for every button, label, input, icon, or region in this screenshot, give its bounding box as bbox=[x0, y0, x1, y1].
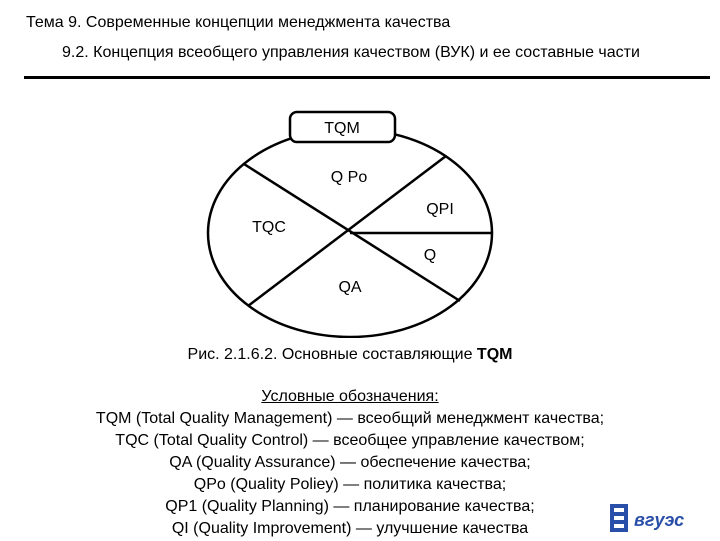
legend-item: QA (Quality Assurance) — обеспечение качества; bbox=[169, 454, 531, 471]
logo-text: вгуэс bbox=[634, 510, 685, 530]
tqm-diagram bbox=[160, 98, 540, 338]
legend-item: TQC (Total Quality Control) — всеобщее управление качеством; bbox=[115, 432, 585, 449]
segment-label-q: Q bbox=[423, 247, 437, 264]
tqm-box-label: TQM bbox=[324, 120, 360, 137]
legend-item: QI (Quality Improvement) — улучшение качества bbox=[171, 520, 529, 537]
caption-prefix: Рис. 2.1.6.2. Основные составляющие bbox=[187, 346, 477, 363]
legend-item: QP1 (Quality Planning) — планирование качества; bbox=[165, 498, 535, 515]
legend-title: Условные обозначения: bbox=[261, 388, 439, 405]
university-logo bbox=[606, 500, 706, 536]
segment-label-qa: QA bbox=[338, 279, 362, 296]
legend-item: TQM (Total Quality Management) — всеобщий менеджмент качества; bbox=[95, 410, 605, 427]
caption-bold: TQM bbox=[476, 346, 513, 363]
header-subtitle: 9.2. Концепция всеобщего управления качеством (ВУК) и ее составные части bbox=[62, 44, 640, 61]
legend-item: QPo (Quality Poliey) — политика качества; bbox=[193, 476, 507, 493]
segment-label-tqc: TQC bbox=[252, 219, 286, 236]
header-rule bbox=[24, 76, 710, 79]
legend bbox=[0, 386, 700, 540]
figure-caption bbox=[0, 346, 700, 364]
header-title: Тема 9. Современные концепции менеджмента качества bbox=[26, 14, 451, 31]
segment-label-qpo: Q Po bbox=[330, 169, 368, 186]
segment-label-qpi: QPI bbox=[426, 201, 454, 218]
